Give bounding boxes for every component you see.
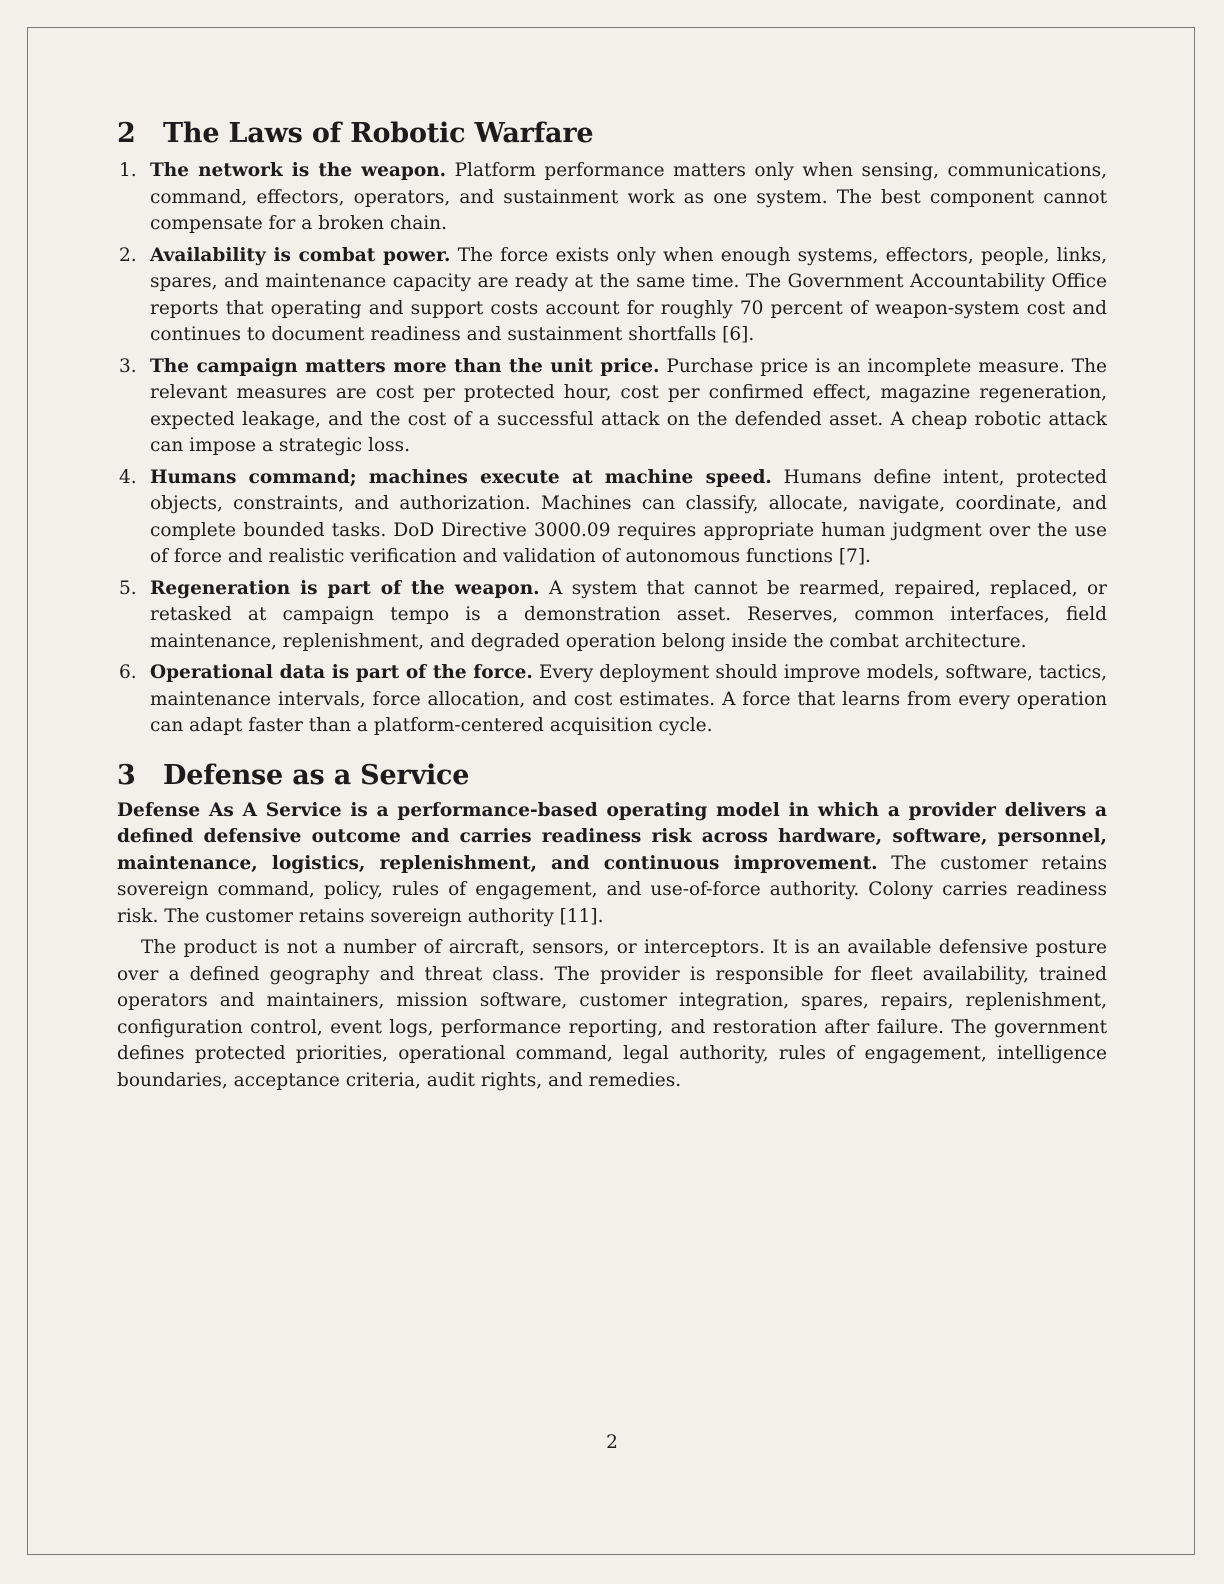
section-3-heading	[117, 758, 1107, 794]
page-number: 2	[606, 1432, 618, 1453]
laws-list	[117, 158, 1107, 740]
list-marker: 5.	[119, 577, 137, 599]
list-marker: 4.	[119, 466, 137, 488]
list-item	[117, 660, 1107, 740]
paragraph: The product is not a number of aircraft, sensors, or interceptors. It is an available defensive posture over a defined geography and threat class. The provider is responsible for fleet availability, trained operators and maintainers, mission software, customer integration, spares, repairs, replenishment, configuration control, event logs, performance reporting, and restoration after failure. The government defines protected priorities, operational command, legal authority, rules of engagement, intelligence boundaries, acceptance criteria, audit rights, and remedies.	[117, 937, 1107, 1091]
list-marker: 1.	[119, 160, 137, 181]
item-text: Platform performance matters only when sensing, communications, command, effectors, operators, and sustainment work as one system. The best component cannot compensate for a broken chain.	[150, 160, 1107, 234]
item-lead: Operational data is part of the force.	[150, 662, 533, 683]
section-number: 2	[117, 118, 136, 149]
list-item	[117, 158, 1107, 238]
item-lead: Humans command; machines execute at machine speed.	[150, 466, 772, 488]
paragraph-lead: Defense As A Service is a performance-based operating model in which a provider delivers a defined defensive outcome and carries readiness risk across hardware, software, personnel, maintenance, logistics, replenishment, and continuous improvement.	[117, 799, 1107, 874]
section-number: 3	[117, 759, 136, 791]
item-lead: The campaign matters more than the unit price.	[150, 355, 660, 377]
item-lead: Regeneration is part of the weapon.	[150, 577, 540, 599]
item-lead: The network is the weapon.	[150, 160, 447, 181]
section-2-heading	[117, 116, 1107, 152]
list-item	[117, 465, 1107, 571]
list-item	[117, 243, 1107, 349]
list-item	[117, 576, 1107, 656]
list-marker: 2.	[119, 244, 137, 266]
item-text: Humans define intent, protected objects, constraints, and authorization. Machines can classify, allocate, navigate, coordinate, and complete bounded tasks. DoD Directive 3000.09 requires appropriate human judgment over the use of force and realistic verification and validation of autonomous functions [7].	[150, 466, 1107, 567]
section-title: Defense as a Service	[163, 759, 470, 791]
paragraph	[117, 798, 1107, 931]
item-text: Every deployment should improve models, software, tactics, maintenance intervals, force allocation, and cost estimates. A force that learns from every operation can adapt faster than a platform-centered acquisition cycle.	[150, 662, 1107, 736]
item-lead: Availability is combat power.	[150, 244, 451, 266]
item-text: The force exists only when enough systems, effectors, people, links, spares, and maintenance capacity are ready at the same time. The Government Accountability Office reports that operating and support costs account for roughly 70 percent of weapon-system cost and continues to document readiness and sustainment shortfalls [6].	[150, 244, 1107, 345]
item-text: A system that cannot be rearmed, repaired, replaced, or retasked at campaign tempo is a demonstration asset. Reserves, common interfaces, field maintenance, replenishment, and degraded operation belong inside the combat architecture.	[150, 577, 1107, 652]
section-title: The Laws of Robotic Warfare	[163, 118, 594, 149]
item-text: Purchase price is an incomplete measure. The relevant measures are cost per protected hour, cost per confirmed effect, magazine regeneration, expected leakage, and the cost of a successful attack on the defended asset. A cheap robotic attack can impose a strategic loss.	[150, 355, 1107, 456]
paragraph-text: The customer retains sovereign command, policy, rules of engagement, and use-of-force authority. Colony carries readiness risk. The customer retains sovereign authority [11].	[117, 852, 1107, 927]
list-item	[117, 354, 1107, 460]
list-marker: 6.	[119, 662, 137, 683]
list-marker: 3.	[119, 355, 137, 377]
document-content	[117, 116, 1107, 1094]
